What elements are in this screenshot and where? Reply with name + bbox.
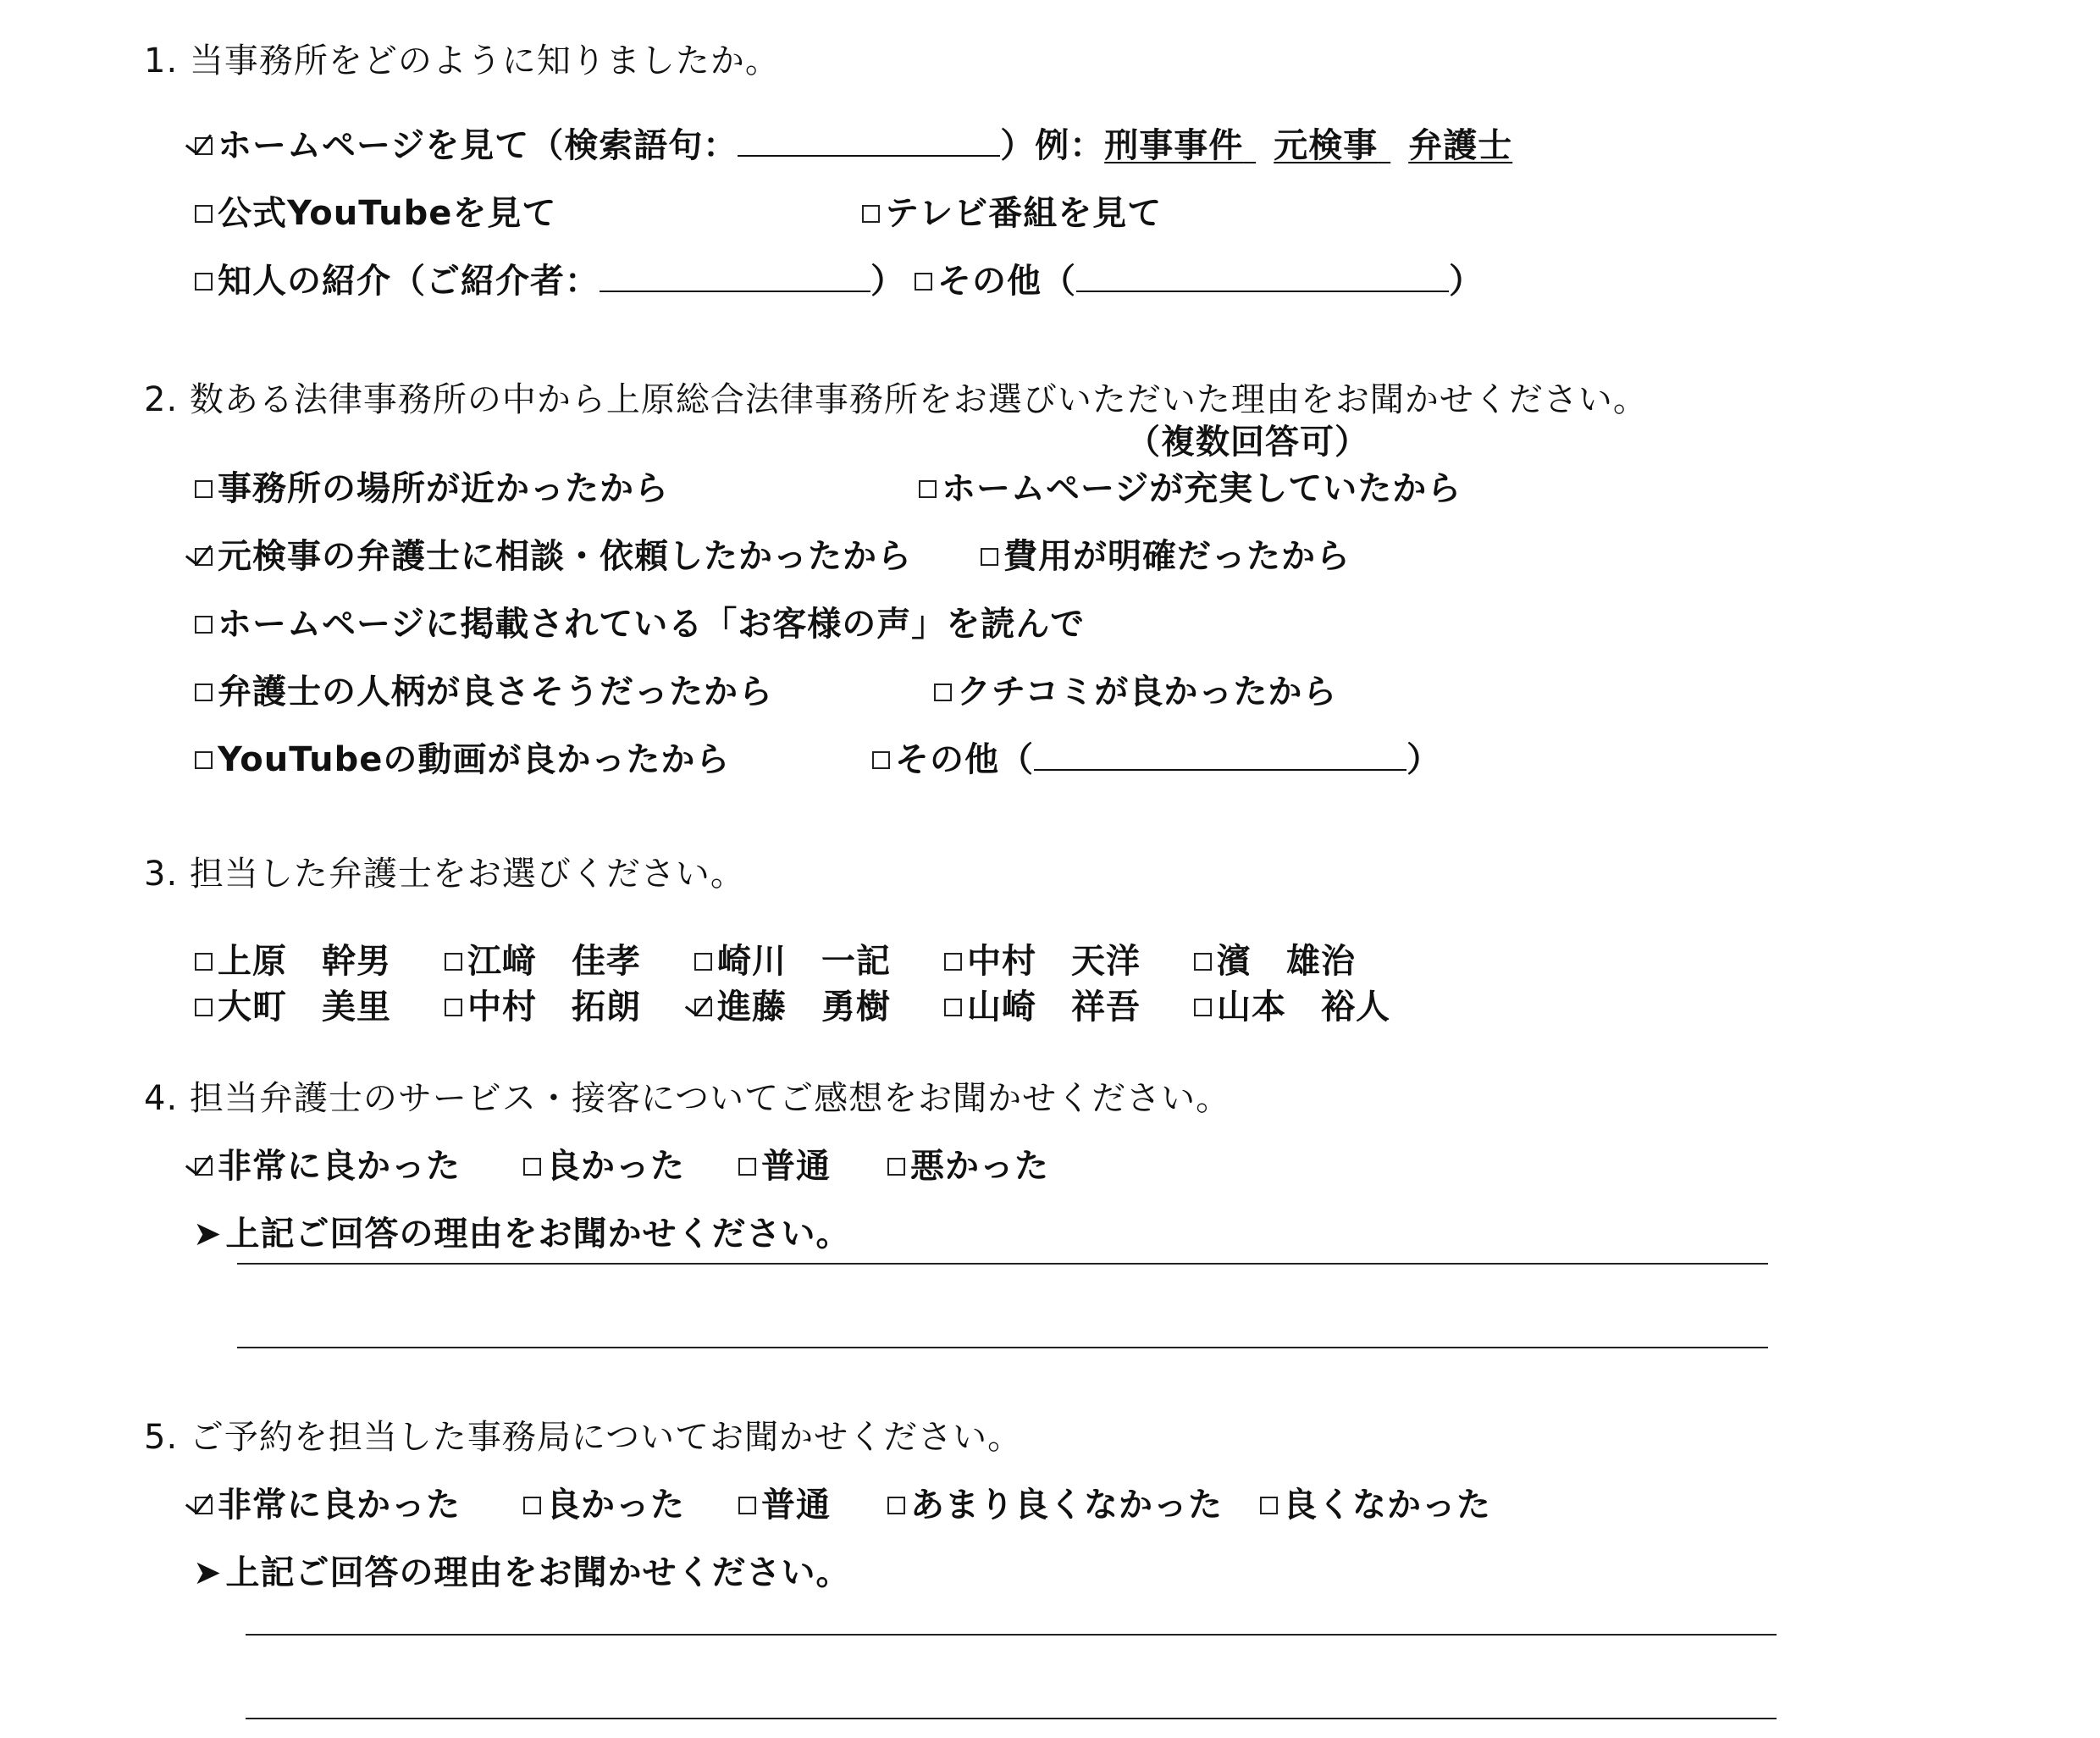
q2-option-reviews-label: クチコミが良かったから xyxy=(957,673,1338,711)
lawyer-name: 進藤 勇樹 xyxy=(717,988,891,1027)
q1-option-youtube-label: 公式YouTubeを見て xyxy=(218,194,557,233)
checkbox-icon[interactable] xyxy=(872,751,890,769)
checkbox-checked-icon[interactable] xyxy=(195,1158,213,1176)
checkbox-icon[interactable] xyxy=(1194,999,1212,1016)
q5-option-very-good[interactable] xyxy=(195,1478,461,1526)
q2-option-reviews[interactable] xyxy=(934,665,1337,713)
q4-option-very-good-label: 非常に良かった xyxy=(218,1147,461,1186)
q2-option-other-label: その他（ xyxy=(895,740,1034,779)
q4-option-normal-label: 普通 xyxy=(761,1147,831,1186)
q4-reason-line-2[interactable] xyxy=(237,1347,1768,1348)
q5-option-good-label: 良かった xyxy=(546,1486,685,1525)
q4-title: 4. 担当弁護士のサービス・接客についてご感想をお聞かせください。 xyxy=(144,1079,1231,1118)
checkbox-icon[interactable] xyxy=(523,1158,541,1176)
lawyer-name: 崎川 一記 xyxy=(717,942,891,981)
checkbox-icon[interactable] xyxy=(523,1497,541,1514)
q4-reason-line-1[interactable] xyxy=(237,1263,1768,1265)
q5-option-normal-label: 普通 xyxy=(761,1486,831,1525)
checkbox-icon[interactable] xyxy=(944,953,962,971)
q2-option-prosecutor-label: 元検事の弁護士に相談・依頼したかったから xyxy=(218,537,912,576)
q4-reason-prompt-label: 上記ご回答の理由をお聞かせください。 xyxy=(225,1215,851,1254)
q1-option-homepage-close: ）例： xyxy=(1000,126,1105,165)
q1-option-other-label: その他（ xyxy=(937,262,1076,301)
q2-option-other[interactable] xyxy=(872,733,1441,781)
q1-option-homepage[interactable] xyxy=(195,119,1512,167)
q4-option-normal[interactable] xyxy=(738,1139,831,1187)
q1-option-youtube[interactable] xyxy=(195,186,556,235)
checkbox-icon[interactable] xyxy=(195,751,213,769)
q5-option-not-good[interactable] xyxy=(1260,1478,1491,1526)
q2-option-youtube-label: YouTubeの動画が良かったから xyxy=(218,740,731,779)
q1-search-term-blank[interactable] xyxy=(738,126,1000,157)
q5-option-not-very-good[interactable] xyxy=(887,1478,1223,1526)
q1-option-referral[interactable] xyxy=(195,254,905,302)
q2-option-personality-label: 弁護士の人柄が良さそうだったから xyxy=(218,673,773,711)
checkbox-icon[interactable] xyxy=(887,1497,905,1514)
q5-option-not-good-label: 良くなかった xyxy=(1283,1486,1491,1525)
q1-option-referral-label: 知人の紹介（ご紹介者： xyxy=(218,262,600,301)
checkbox-icon[interactable] xyxy=(195,953,213,971)
q1-option-other-close: ） xyxy=(1449,262,1484,301)
q5-reason-prompt-label: 上記ご回答の理由をお聞かせください。 xyxy=(225,1553,851,1592)
q5-title: 5. ご予約を担当した事務局についてお聞かせください。 xyxy=(144,1418,1023,1457)
checkbox-icon[interactable] xyxy=(738,1158,756,1176)
q2-option-fees-label: 費用が明確だったから xyxy=(1003,537,1351,576)
q2-option-homepage-label: ホームページが充実していたから xyxy=(942,469,1462,508)
checkbox-checked-icon[interactable] xyxy=(195,1497,213,1514)
checkbox-icon[interactable] xyxy=(1260,1497,1278,1514)
q3-lawyer-row2-3[interactable] xyxy=(694,980,891,1028)
q4-reason-prompt xyxy=(193,1207,851,1255)
q2-option-other-close: ） xyxy=(1406,740,1441,779)
checkbox-icon[interactable] xyxy=(195,205,213,223)
q5-option-not-very-good-label: あまり良くなかった xyxy=(910,1486,1223,1525)
q3-lawyer-row1-5[interactable] xyxy=(1194,934,1356,982)
checkbox-icon[interactable] xyxy=(195,616,213,634)
checkbox-icon[interactable] xyxy=(195,999,213,1016)
checkbox-icon[interactable] xyxy=(981,548,998,566)
q2-option-near[interactable] xyxy=(195,462,669,510)
checkbox-icon[interactable] xyxy=(919,480,937,498)
q1-example-3: 弁護士 xyxy=(1408,126,1513,165)
lawyer-name: 大町 美里 xyxy=(218,988,391,1027)
q2-option-personality[interactable] xyxy=(195,665,773,713)
q1-referrer-blank[interactable] xyxy=(600,262,870,292)
q5-option-very-good-label: 非常に良かった xyxy=(218,1486,461,1525)
q1-option-referral-close: ） xyxy=(870,262,905,301)
checkbox-icon[interactable] xyxy=(862,205,880,223)
checkbox-icon[interactable] xyxy=(887,1158,905,1176)
q1-option-tv[interactable] xyxy=(862,186,1162,235)
checkbox-icon[interactable] xyxy=(445,999,462,1016)
checkbox-icon[interactable] xyxy=(915,273,932,291)
q4-option-bad-label: 悪かった xyxy=(910,1147,1049,1186)
q2-other-blank[interactable] xyxy=(1034,740,1406,771)
checkbox-icon[interactable] xyxy=(694,953,712,971)
lawyer-name: 中村 拓朗 xyxy=(467,988,641,1027)
q5-option-normal[interactable] xyxy=(738,1478,831,1526)
q4-option-bad[interactable] xyxy=(887,1139,1049,1187)
q1-option-homepage-label: ホームページを見て（検索語句： xyxy=(218,126,738,165)
checkbox-icon[interactable] xyxy=(195,273,213,291)
q3-lawyer-row2-4[interactable] xyxy=(944,980,1141,1028)
lawyer-name: 山崎 祥吾 xyxy=(967,988,1141,1027)
q2-option-voice-label: ホームページに掲載されている「お客様の声」を読んで xyxy=(218,605,1086,644)
q2-multiple-note: （複数回答可） xyxy=(1126,423,1369,462)
q2-option-fees[interactable] xyxy=(981,529,1351,578)
q2-title: 2. 数ある法律事務所の中から上原総合法律事務所をお選びいただいた理由をお聞かせください。 xyxy=(144,380,1648,419)
q2-option-near-label: 事務所の場所が近かったから xyxy=(218,469,669,508)
lawyer-name: 山本 裕人 xyxy=(1217,988,1390,1027)
checkbox-checked-icon[interactable] xyxy=(694,999,712,1016)
q3-lawyer-row1-4[interactable] xyxy=(944,934,1141,982)
lawyer-name: 中村 天洋 xyxy=(967,942,1141,981)
q3-title: 3. 担当した弁護士をお選びください。 xyxy=(144,855,745,894)
q2-option-youtube[interactable] xyxy=(195,733,730,781)
checkbox-icon[interactable] xyxy=(934,684,952,701)
q3-lawyer-row1-2[interactable] xyxy=(445,934,641,982)
q2-option-prosecutor[interactable] xyxy=(195,529,912,578)
q1-option-tv-label: テレビ番組を見て xyxy=(885,194,1163,233)
lawyer-name: 江﨑 佳孝 xyxy=(467,942,641,981)
checkbox-icon[interactable] xyxy=(738,1497,756,1514)
q2-option-voice[interactable] xyxy=(195,597,1085,645)
checkbox-checked-icon[interactable] xyxy=(195,137,213,155)
q3-lawyer-row2-2[interactable] xyxy=(445,980,641,1028)
q4-option-good[interactable] xyxy=(523,1139,685,1187)
checkbox-icon[interactable] xyxy=(944,999,962,1016)
checkbox-icon[interactable] xyxy=(195,480,213,498)
arrow-right-icon: ➤ xyxy=(193,1553,223,1592)
q3-lawyer-row2-1[interactable] xyxy=(195,980,391,1028)
arrow-right-icon: ➤ xyxy=(193,1215,223,1254)
q2-option-homepage[interactable] xyxy=(919,462,1462,510)
q5-option-good[interactable] xyxy=(523,1478,685,1526)
q3-lawyer-row1-3[interactable] xyxy=(694,934,891,982)
q5-reason-line-2[interactable] xyxy=(246,1718,1777,1719)
checkbox-icon[interactable] xyxy=(445,953,462,971)
q1-example-2: 元検事 xyxy=(1274,126,1379,165)
lawyer-name: 濱 雄治 xyxy=(1217,942,1356,981)
q4-option-good-label: 良かった xyxy=(546,1147,685,1186)
q1-option-other[interactable] xyxy=(915,254,1484,302)
q4-option-very-good[interactable] xyxy=(195,1139,461,1187)
q3-lawyer-row1-1[interactable] xyxy=(195,934,391,982)
q1-title: 1. 当事務所をどのように知りましたか。 xyxy=(144,42,780,80)
q5-reason-line-1[interactable] xyxy=(246,1634,1777,1636)
checkbox-checked-icon[interactable] xyxy=(195,548,213,566)
q3-lawyer-row2-5[interactable] xyxy=(1194,980,1390,1028)
q1-other-blank[interactable] xyxy=(1076,262,1449,292)
checkbox-icon[interactable] xyxy=(195,684,213,701)
q5-reason-prompt xyxy=(193,1546,851,1594)
q1-example-1: 刑事事件 xyxy=(1104,126,1244,165)
lawyer-name: 上原 幹男 xyxy=(218,942,391,981)
checkbox-icon[interactable] xyxy=(1194,953,1212,971)
